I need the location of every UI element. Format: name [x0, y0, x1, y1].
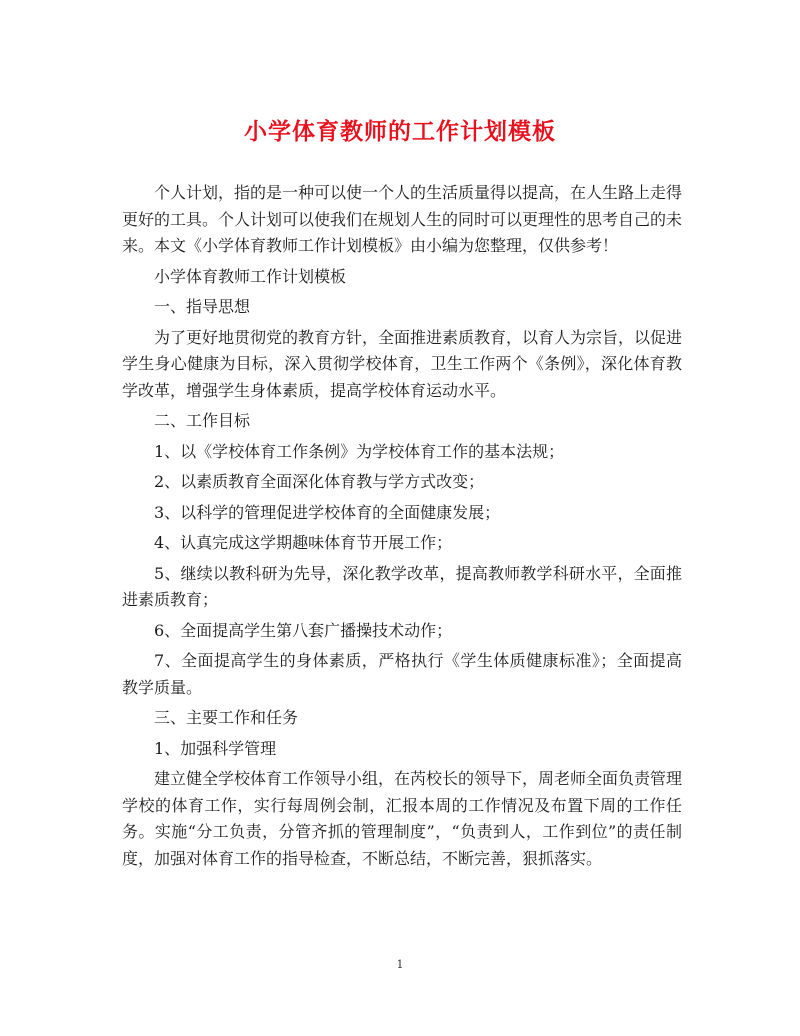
document-title: 小学体育教师的工作计划模板	[244, 118, 556, 145]
subtitle-line: 小学体育教师工作计划模板	[154, 266, 347, 286]
section-heading-main-tasks: 三、主要工作和任务	[154, 708, 299, 727]
management-paragraph: 建立健全学校体育工作领导小组，在芮校长的领导下，周老师全面负责管理学校的体育工作，实行每周例会制，汇报本周的工作情况及布置下周的工作任务。实施“分工负责，分管齐抓的管理制度”，“负责到人，工作到位”的责任制度，加强对体育工作的指导检查，不断总结，不断完善，狠抓落实。	[122, 769, 683, 868]
goal-item-1: 1、以《学校体育工作条例》为学校体育工作的基本法规；	[154, 441, 565, 461]
section-heading-guiding-idea: 一、指导思想	[154, 297, 251, 316]
intro-paragraph: 个人计划，指的是一种可以使一个人的生活质量得以提高，在人生路上走得更好的工具。个人计划可以使我们在规划人生的同时可以更理性的思考自己的未来。本文《小学体育教师工作计划模板》由小编为您整理，仅供参考！	[122, 183, 683, 255]
goal-item-3: 3、以科学的管理促进学校体育的全面健康发展；	[154, 502, 501, 522]
goal-item-7: 7、全面提高学生的身体素质，严格执行《学生体质健康标准》；全面提高教学质量。	[122, 651, 682, 697]
guiding-idea-paragraph: 为了更好地贯彻党的教育方针，全面推进素质教育，以育人为宗旨，以促进学生身心健康为目标，深入贯彻学校体育，卫生工作两个《条例》，深化体育教学改革，增强学生身体素质，提高学校体育运动水平。	[122, 327, 683, 400]
goal-item-6: 6、全面提高学生第八套广播操技术动作；	[154, 620, 453, 640]
section-heading-goals: 二、工作目标	[154, 411, 251, 430]
goal-item-5: 5、继续以教科研为先导，深化教学改革，提高教师教学科研水平，全面推进素质教育；	[122, 563, 682, 609]
task-heading-1: 1、加强科学管理	[154, 738, 277, 758]
page-number: 1	[396, 958, 404, 971]
document-body	[122, 180, 682, 876]
goal-item-4: 4、认真完成这学期趣味体育节开展工作；	[154, 533, 453, 552]
goal-item-2: 2、以素质教育全面深化体育教与学方式改变；	[154, 472, 485, 491]
